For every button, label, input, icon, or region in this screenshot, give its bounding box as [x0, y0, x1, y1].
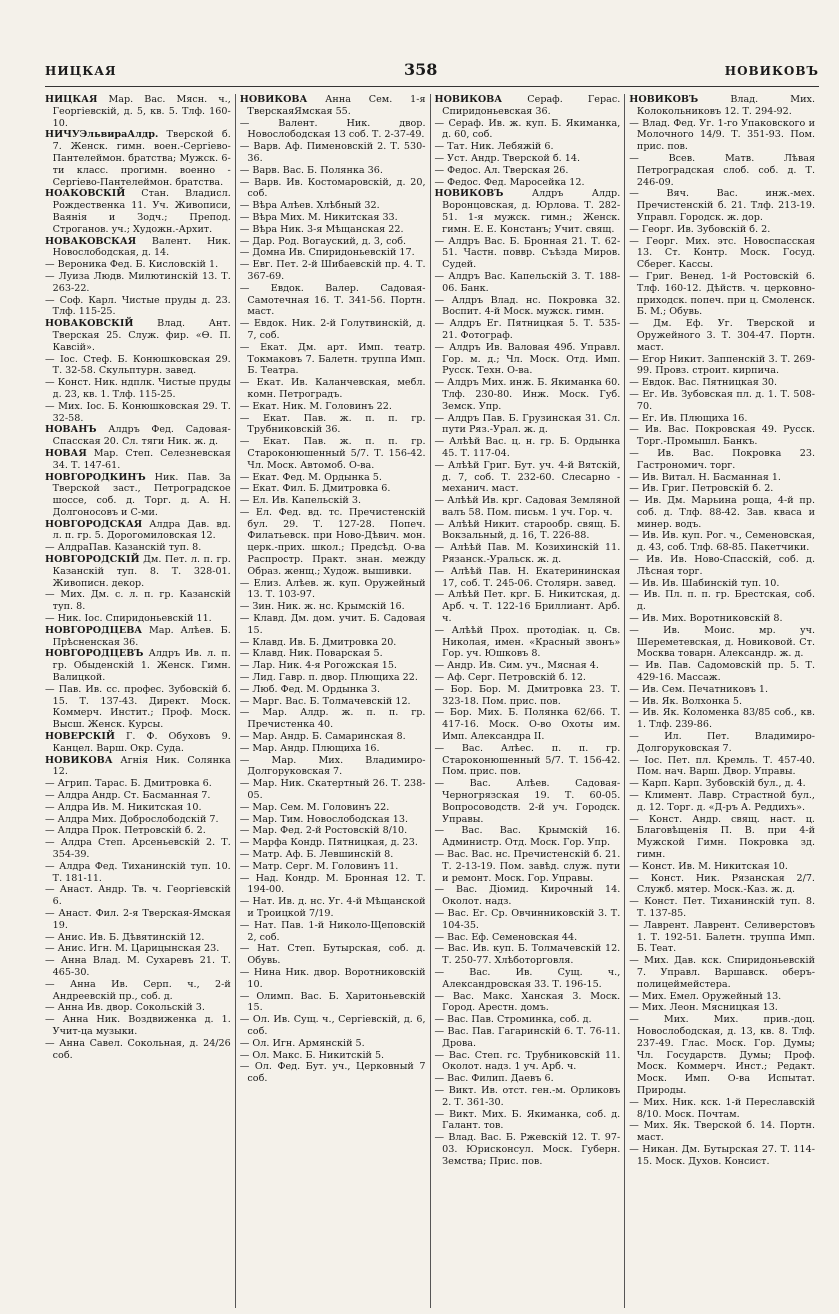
directory-entry: — Алдра Степ. Арсеньевскій 2. Т. 354-39. — [45, 837, 231, 860]
directory-entry: — Нат. Пав. 1-й Николо-Щеповскій 2, соб. — [239, 919, 426, 943]
directory-entry: — Клавд. Ник. Поварская 5. — [239, 648, 383, 660]
directory-entry: — Карп. Карп. Зубовскій бул., д. 4. — [629, 778, 806, 790]
directory-entry: НОВИКОВЪ Влад. Мих. Колокольниковъ 12. Т. 294-92. — [629, 94, 815, 117]
directory-entry: — Ол. Игн. Армянскій 5. — [239, 1037, 365, 1049]
directory-entry: — Вас. Макс. Ханская 3. Моск. Город. Арестн. домъ. — [434, 990, 621, 1014]
directory-entry: — Вас. Вас. Крымскій 16. Администр. Отд. Моск. Гор. Упр. — [434, 825, 621, 849]
directory-entry: — Алдръ Вас. Капельскій 3. Т. 188-06. Банк. — [434, 270, 621, 294]
directory-entry: — АлдраПав. Казанскій туп. 8. — [45, 542, 202, 554]
header-left-word: НИЦКАЯ — [45, 64, 117, 78]
directory-entry: — Мар. Алдр. ж. п. п. гр. Пречистенка 40. — [239, 707, 426, 731]
directory-entry: — Алѣѣй Ив. крг. Садовая Земляной валъ 58. Пом. письм. 1 уч. Гор. ч. — [434, 495, 621, 518]
directory-entry: — Вѣра Ник. 3-я Мѣщанская 22. — [239, 223, 404, 235]
directory-entry: — Евг. Пет. 2-й Шибаевскій пр. 4. Т. 367-69. — [239, 259, 426, 282]
directory-entry: — Алдра Андр. Ст. Басманная 7. — [45, 790, 211, 802]
directory-entry: — Ив. Пав. Садомовскій пр. 5. Т. 429-16. Массаж. — [629, 660, 815, 684]
directory-entry: — Вас. Діомид. Кирочный 14. Околот. надз. — [434, 884, 621, 908]
directory-entry: — Мих. Леон. Мясницкая 13. — [629, 1002, 778, 1014]
directory-entry: — Бор. Бор. М. Дмитровка 23. Т. 323-18. Пом. прис. пов. — [434, 683, 621, 707]
directory-entry: — Олимп. Вас. Б. Харитоньевскій 15. — [239, 990, 426, 1014]
directory-entry: — Евдок. Вас. Пятницкая 30. — [629, 377, 778, 389]
directory-entry: — Варв. Ив. Костомаровскій, д. 20, соб. — [239, 176, 426, 200]
directory-entry: — Дар. Род. Вогауский, д. 3, соб. — [239, 235, 407, 247]
directory-entry: — Валент. Ник. двор. Новослободская 13 соб. Т. 2-37-49. — [239, 117, 426, 141]
directory-entry: — Клавд. Ив. Б. Дмитровка 20. — [239, 636, 397, 648]
column-3 — [430, 94, 625, 1308]
directory-entry: — Мих. Емел. Оружейный 13. — [629, 990, 782, 1002]
directory-entry: — Алдръ Ив. Валовая 49б. Управл. Гор. м. д.; Чл. Моск. Отд. Имп. Русск. Техн. О-ва. — [434, 341, 621, 377]
directory-entry: — Вас. Филип. Даевъ 6. — [434, 1073, 554, 1085]
directory-entry: — Алѣѣй Пав. М. Козихинскій 11. Рязанск.-Уральск. ж. д. — [434, 542, 621, 566]
directory-entry: — Ив. Як. Коломенка 83/85 соб., кв. 1. Тлф. 239-86. — [629, 707, 815, 731]
directory-entry: — Андр. Ив. Сим. уч., Мясная 4. — [434, 660, 599, 672]
directory-entry: — Зин. Ник. ж. нс. Крымскій 16. — [239, 601, 405, 613]
directory-entry: — Мих. Дм. с. л. п. гр. Казанскій туп. 8. — [45, 589, 231, 613]
directory-entry: — Ив. Сем. Печатниковъ 1. — [629, 683, 769, 695]
directory-entry: — Климент. Лавр. Страстной бул., д. 12. Торг. д. «Д-ръ А. Реддихъ». — [629, 790, 815, 813]
directory-entry: — Анис. Ив. Б. Дѣвятинскій 12. — [45, 931, 205, 943]
directory-entry: — Ол. Макс. Б. Никитскій 5. — [239, 1049, 385, 1061]
directory-entry: — Анна Ив. Серп. ч., 2-й Андреевскій пр., соб. д. — [45, 978, 231, 1002]
directory-entry: НИЦКАЯ Мар. Вас. Мясн. ч., Георгіевскій, д. 5, кв. 5. Тлф. 160-10. — [45, 94, 231, 129]
directory-entry: — Мар. Ник. Скатертный 26. Т. 238-05. — [239, 778, 426, 802]
directory-entry: — Влад. Вас. Б. Ржевскій 12. Т. 97-03. Юрисконсул. Моск. Губерн. Земства; Прис. пов. — [434, 1132, 621, 1167]
directory-entry: НОВИКОВА Анна Сем. 1-я ТверскаяЯмская 55. — [239, 94, 426, 117]
directory-entry: — Егор Никит. Заппенскій 3. Т. 269-99. Провз. строит. кирпича. — [629, 353, 815, 377]
directory-entry: — Алдра Ив. М. Никитская 10. — [45, 801, 202, 813]
directory-entry: — Ив. Дм. Марьина роща, 4-й пр. соб. д. Тлф. 88-42. Зав. кваса и минер. водъ. — [629, 495, 815, 530]
directory-entry: — Варв. Вас. Б. Полянка 36. — [239, 164, 383, 176]
directory-entry: — Викт. Мих. Б. Якиманка, соб. д. Галант. тов. — [434, 1108, 621, 1132]
directory-entry: — Мар. Тим. Новослободская 13. — [239, 813, 409, 825]
directory-entry: — Мих. Як. Тверской б. 14. Портн. маст. — [629, 1120, 815, 1144]
directory-entry: — Федос. Ал. Тверская 26. — [434, 164, 569, 176]
column-4 — [624, 94, 819, 1308]
directory-entry: — Вас. Ив. Сущ. ч., Александровская 33. Т. 196-15. — [434, 966, 621, 990]
directory-entry: — Ол. Ив. Сущ. ч., Сергіевскій, д. 6, соб. — [239, 1014, 426, 1037]
directory-entry: НОВГОРОДЦЕВЪ Алдръ Ив. л. п. гр. Обыденскій 1. Женск. Гимн. Валицкой. — [45, 648, 231, 684]
directory-entry: — Вероника Фед. Б. Кисловскій 1. — [45, 259, 219, 271]
directory-entry: — Луиза Людв. Милютинскій 13. Т. 263-22. — [45, 270, 231, 294]
directory-entry: НОВЕРСКІЙ Г. Ф. Обуховъ 9. Канцел. Варш. Окр. Суда. — [45, 731, 231, 754]
directory-entry: — Алѣѣй Пав. Н. Екатерининская 17, соб. Т. 245-06. Столярн. завед. — [434, 565, 621, 589]
directory-entry: — Алѣѣй Прох. протодіак. ц. Св. Николая, имен. «Красный звонъ» Гор. уч. Юшковъ 8. — [434, 624, 621, 660]
directory-entry: — Екат. Дм. арт. Имп. театр. Токмаковъ 7. Балетн. труппа Имп. Б. Театра. — [239, 341, 426, 377]
directory-entry: — Домна Ив. Спиридоньевскій 17. — [239, 247, 415, 259]
page-header — [45, 60, 819, 82]
directory-entry: — Екат. Ник. М. Головинъ 22. — [239, 400, 392, 412]
directory-entry: — Георг. Ив. Зубовскій б. 2. — [629, 223, 771, 235]
directory-entry: — Вяч. Вас. инж.-мех. Пречистенскій б. 21. Тлф. 213-19. Управл. Городск. ж. дор. — [629, 188, 815, 223]
directory-entry: — Марг. Вас. Б. Толмачевскій 12. — [239, 695, 411, 707]
directory-entry: — Анна Ив. двор. Сокольскій 3. — [45, 1002, 205, 1014]
header-rule — [45, 86, 819, 87]
directory-entry: — Нат. Степ. Бутырская, соб. д. Обувь. — [239, 943, 426, 967]
directory-entry: — Уст. Андр. Тверской б. 14. — [434, 152, 581, 164]
directory-entry: — Алдра Прок. Петровскій б. 2. — [45, 825, 206, 837]
directory-entry: — Ив. Як. Волхонка 5. — [629, 695, 743, 707]
page-number: 358 — [403, 60, 438, 79]
directory-entry: — Іос. Пет. пл. Кремль. Т. 457-40. Пом. нач. Варш. Двор. Управы. — [629, 754, 815, 778]
directory-entry: — Матр. Аф. Б. Левшинскій 8. — [239, 849, 394, 860]
directory-entry: — Сераф. Ив. ж. куп. Б. Якиманка, д. 60, соб. — [434, 117, 621, 141]
directory-entry: — Вас. Пав. Гагаринскій 6. Т. 76-11. Дрова. — [434, 1025, 621, 1049]
directory-entry: — Алѣѣй Григ. Бут. уч. 4-й Вятскій, д. 7, соб. Т. 232-60. Слесарно - механич. маст. — [434, 459, 621, 495]
directory-entry: — Аф. Серг. Петровскій б. 12. — [434, 672, 586, 684]
directory-entry: — Екат. Пав. ж. п. п. гр. Староконюшенный 5/7. Т. 156-42. Чл. Моск. Автомоб. О-ва. — [239, 436, 426, 471]
directory-entry: — Анна Влад. М. Сухаревъ 21. Т. 465-30. — [45, 955, 231, 978]
directory-entry: — Алѣѣй Пет. крг. Б. Никитская, д. Арб. ч. Т. 122-16 Бриллиант. Арб. ч. — [434, 589, 621, 625]
directory-entry: НИЧУЭльвираАлдр. Тверской б. 7. Женск. гимн. воен.-Сергіево-Пантелеймон. братства; Мужск. 6-ти класс. прогимн. военно - Сергіево-Пантелеймон. братства. — [45, 129, 231, 188]
directory-entry: — Матр. Серг. М. Головинъ 11. — [239, 860, 399, 872]
directory-entry: — Алдръ Влад. нс. Покровка 32. Воспит. 4-й Моск. мужск. гимн. — [434, 294, 621, 318]
directory-entry: — Григ. Венед. 1-й Ростовскій 6. Тлф. 160-12. Дѣйств. ч. церковно-приходск. попеч. при ц. Смоленск. Б. М.; Обувь. — [629, 270, 815, 318]
directory-entry: — Іос. Стеф. Б. Конюшковская 29. Т. 32-58. Скульптурн. завед. — [45, 353, 231, 377]
directory-entry: НОВИКОВА Сераф. Герас. Спиридоньевская 36. — [434, 94, 621, 117]
directory-entry: — Люб. Фед. М. Ордынка 3. — [239, 683, 381, 695]
directory-entry: — Евдок. Ник. 2-й Голутвинскій, д. 7, соб. — [239, 318, 426, 341]
directory-entry: — Алдръ Ег. Пятницкая 5. Т. 535-21. Фотограф. — [434, 318, 621, 341]
directory-entry: — Ив. Пл. п. п. гр. Брестская, соб. д. — [629, 589, 815, 613]
directory-entry: — Конст. Ник. ндплк. Чистые пруды д. 23, кв. 1. Тлф. 115-25. — [45, 377, 231, 400]
directory-entry: — Конст. Андр. свящ. наст. ц. Благовѣщенія П. В. при 4-й Мужской Гимн. Покровка зд. гимн. — [629, 813, 815, 860]
directory-entry: — Ив. Вас. Покровская 49. Русск. Торг.-Промышл. Банкъ. — [629, 424, 815, 448]
directory-entry: — Конст. Ник. Рязанская 2/7. Служб. мятер. Моск.-Каз. ж. д. — [629, 872, 815, 896]
directory-entry: — Алдра Мих. Доброслободскій 7. — [45, 813, 219, 825]
directory-entry: НОВАКОВСКІЙ Влад. Ант. Тверская 25. Служ. фир. «Ө. П. Кавсій». — [45, 318, 231, 353]
directory-entry: — Екат. Пав. ж. п. п. гр. Трубниковскій 36. — [239, 412, 426, 436]
directory-entry: НОВГОРОДЦЕВА Мар. Алѣев. Б. Прѣсненская 36. — [45, 624, 231, 648]
directory-entry: — Ив. Григ. Петровскій б. 2. — [629, 483, 774, 495]
directory-entry: — Георг. Мих. этс. Новоспасская 13. Ст. Контр. Моск. Госуд. Сберег. Кассы. — [629, 235, 815, 271]
directory-entry: НОВГОРОДСКІЙ Дм. Пет. л. п. гр. Казанскій туп. 8. Т. 328-01. Живописн. декор. — [45, 554, 231, 589]
directory-entry: — Соф. Карл. Чистые пруды д. 23. Тлф. 115-25. — [45, 294, 231, 318]
directory-entry: НОВГОРОДСКАЯ Алдра Дав. вд. л. п. гр. 5. Дорогомиловская 12. — [45, 518, 231, 542]
directory-entry: — Анаст. Андр. Тв. ч. Георгіевскій 6. — [45, 884, 231, 908]
directory-entry: — Екат. Ив. Каланчевская, мебл. комн. Петроградъ. — [239, 377, 426, 400]
directory-entry: — Екат. Фил. Б. Дмитровка 6. — [239, 483, 391, 495]
directory-entry: — Лид. Гавр. п. двор. Плющиха 22. — [239, 672, 418, 684]
directory-entry: — Всев. Матв. Лѣвая Петроградская слоб. соб. д. Т. 246-09. — [629, 152, 815, 188]
directory-entry: — Нина Ник. двор. Воротниковскій 10. — [239, 966, 426, 990]
directory-entry: — Алѣѣй Никит. старообр. свящ. Б. Вокзальный, д. 16, Т. 226-88. — [434, 518, 621, 542]
directory-entry: — Ив. Мих. Воротниковскій 8. — [629, 613, 783, 625]
directory-entry: — Анна Ник. Воздвиженка д. 1. Учит-ца музыки. — [45, 1014, 231, 1037]
directory-entry: — Викт. Ив. отст. ген.-м. Орликовъ 2. Т. 361-30. — [434, 1084, 621, 1108]
directory-entry: — Ил. Пет. Владимиро-Долгоруковская 7. — [629, 731, 815, 754]
directory-entry: — Марфа Кондр. Пятницкая, д. 23. — [239, 837, 418, 849]
directory-entry: — Над. Кондр. М. Бронная 12. Т. 194-00. — [239, 872, 426, 896]
directory-entry: — Вас. Вас. нс. Пречистенскій б. 21. Т. 2-13-19. Пом. завѣд. служ. пути и ремонт. Моск. Гор. Управы. — [434, 849, 621, 884]
directory-entry: — Ив. Ив. Шабинскій туп. 10. — [629, 577, 780, 589]
directory-entry: — Елиз. Алѣев. ж. куп. Оружейный 13. Т. 103-97. — [239, 577, 426, 601]
directory-entry: — Ел. Фед. вд. тс. Пречистенскій бул. 29. Т. 127-28. Попеч. Филатьевск. при Ново-Дѣвич. мон. церк.-прих. школ.; Предсѣд. О-ва Распростр. Практ. знан. между Образ. женщ.; Худож. вышивки. — [239, 506, 426, 577]
directory-entry: — Мих. Ник. кск. 1-й Переславскій 8/10. Моск. Почтам. — [629, 1096, 815, 1120]
column-2 — [235, 94, 430, 1308]
directory-entry: — Бор. Мих. Б. Полянка 62/66. Т. 417-16. Моск. О-во Охоты им. Имп. Александра II. — [434, 707, 621, 743]
directory-entry: — Клавд. Дм. дом. учит. Б. Садовая 15. — [239, 613, 426, 636]
directory-entry: — Вас. Алѣев. Садовая-Черногрязская 19. Т. 60-05. Вопросоводств. 2-й уч. Городск. Управы. — [434, 778, 621, 825]
directory-entry: — Вас. Алѣес. п. п. гр. Староконюшенный 5/7. Т. 156-42. Пом. прис. пов. — [434, 742, 621, 778]
directory-entry: — Вас. Пав. Строминка, соб. д. — [434, 1014, 592, 1026]
directory-entry: — Алдра Фед. Тиханинскій туп. 10. Т. 181-11. — [45, 860, 231, 884]
directory-entry: — Лар. Ник. 4-я Рогожская 15. — [239, 660, 397, 672]
directory-entry: НОВИКОВА Агнія Ник. Солянка 12. — [45, 754, 231, 778]
directory-entry: — Вас. Ив. куп. Б. Толмачевскій 12. Т. 250-77. Хлѣботорговля. — [434, 943, 621, 967]
directory-entry: — Ив. Ив. куп. Рог. ч., Семеновская, д. 43, соб. Тлф. 68-85. Пакетчики. — [629, 530, 815, 554]
directory-entry: — Конст. Ив. М. Никитская 10. — [629, 860, 788, 872]
directory-entry: — Мих. Іос. Б. Конюшковская 29. Т. 32-58. — [45, 400, 231, 424]
directory-entry: НОВАКОВСКАЯ Валент. Ник. Новослободская, д. 14. — [45, 235, 231, 259]
directory-entry: — Ив. Моис. мр. уч. Шереметевская, д. Новиковой. Ст. Москва товарн. Александр. ж. д. — [629, 624, 815, 660]
directory-entry: — Мих. Дав. кск. Спиридоньевскій 7. Управл. Варшавск. оберъ-полицеймейстера. — [629, 955, 815, 990]
directory-entry: НОВГОРОДКИНЪ Ник. Пав. За Тверской заст., Петроградское шоссе, соб. д. Торг. д. А. Н. Долгоносовъ и С-ми. — [45, 471, 231, 518]
directory-entry: — Влад. Фед. Уг. 1-го Упаковского и Молочного 14/9. Т. 351-93. Пом. прис. пов. — [629, 117, 815, 153]
directory-entry: — Мар. Андр. Б. Самаринская 8. — [239, 731, 406, 743]
directory-entry: — Ол. Фед. Бут. уч., Церковный 7 соб. — [239, 1061, 426, 1085]
directory-entry: — Никан. Дм. Бутырская 27. Т. 114-15. Моск. Духов. Консист. — [629, 1143, 815, 1167]
directory-entry: — Анис. Игн. М. Царицынская 23. — [45, 943, 220, 955]
directory-entry: — Алдръ Мих. инж. Б. Якиманка 60. Тлф. 230-80. Инж. Моск. Губ. Земск. Упр. — [434, 377, 621, 412]
directory-entry: — Тат. Ник. Лебяжій 6. — [434, 141, 554, 153]
columns-container — [45, 94, 819, 1308]
directory-entry: — Мар. Андр. Плющиха 16. — [239, 742, 380, 754]
directory-entry: — Варв. Аф. Пименовскій 2. Т. 530-36. — [239, 141, 426, 164]
directory-entry: — Ив. Вас. Покровка 23. Гастрономич. торг. — [629, 447, 815, 471]
directory-entry: — Алѣѣй Вас. ц. н. гр. Б. Ордынка 45. Т. 117-04. — [434, 436, 621, 459]
directory-entry: — Алдръ Пав. Б. Грузинская 31. Сл. пути Ряз.-Урал. ж. д. — [434, 412, 621, 436]
directory-entry: НОАКОВСКІЙ Стан. Владисл. Рождественка 11. Уч. Живописи, Ваянія и Зодч.; Препод. Строганов. уч.; Художн.-Архит. — [45, 188, 231, 235]
directory-entry: НОВИКОВЪ Алдръ Алдр. Воронцовская, д. Юрлова. Т. 282-51. 1-я мужск. гимн.; Женск. гимн. Е. Е. Констанъ; Учит. свящ. — [434, 188, 621, 235]
directory-entry: — Ив. Ив. Ново-Спасскій, соб. д. Лѣсная торг. — [629, 554, 815, 577]
column-1 — [45, 94, 235, 1308]
directory-entry: — Лаврент. Лаврент. Селиверстовъ 1. Т. 192-51. Балетн. труппа Имп. Б. Теат. — [629, 919, 815, 955]
header-right-word: НОВИКОВЪ — [724, 64, 819, 78]
directory-entry: — Вѣра Мих. М. Никитская 33. — [239, 211, 398, 223]
directory-entry: — Алдръ Вас. Б. Бронная 21. Т. 62-51. Частн. поввр. Съѣзда Миров. Судей. — [434, 235, 621, 271]
directory-entry: — Екат. Фед. М. Ордынка 5. — [239, 471, 382, 483]
directory-entry: — Вас. Степ. гс. Трубниковскій 11. Околот. надз. 1 уч. Арб. ч. — [434, 1049, 621, 1073]
directory-entry: — Вас. Еф. Семеновская 44. — [434, 931, 578, 943]
directory-entry: — Нат. Ив. д. нс. Уг. 4-й Мѣщанской и Троицкой 7/19. — [239, 896, 426, 919]
directory-entry: — Вас. Ег. Ср. Овчинниковскій 3. Т. 104-35. — [434, 907, 621, 931]
directory-entry: — Анна Савел. Сокольная, д. 24/26 соб. — [45, 1037, 231, 1061]
directory-entry: НОВАЯ Мар. Степ. Селезневская 34. Т. 147-61. — [45, 447, 231, 471]
directory-entry: — Анаст. Фил. 2-я Тверская-Ямская 19. — [45, 907, 231, 931]
directory-entry: — Ив. Витал. Н. Басманная 1. — [629, 471, 781, 483]
directory-entry: — Евдок. Валер. Садовая-Самотечная 16. Т. 341-56. Портн. маст. — [239, 282, 426, 318]
directory-entry: — Мар. Сем. М. Головинъ 22. — [239, 801, 390, 813]
directory-entry: — Мар. Фед. 2-й Ростовскій 8/10. — [239, 825, 408, 837]
directory-entry: — Дм. Еф. Уг. Тверской и Оружейного 3. Т. 304-47. Портн. маст. — [629, 318, 815, 353]
directory-entry: — Пав. Ив. сс. профес. Зубовскій б. 15. Т. 137-43. Директ. Моск. Коммерч. Инстит.; Проф. Моск. Высш. Женск. Курсы. — [45, 683, 231, 731]
directory-entry: — Федос. Фед. Маросейка 12. — [434, 176, 585, 188]
directory-entry: — Вѣра Алѣев. Хлѣбный 32. — [239, 200, 380, 212]
directory-entry: — Ег. Ив. Плющиха 16. — [629, 412, 748, 424]
directory-entry: — Агрип. Тарас. Б. Дмитровка 6. — [45, 778, 212, 790]
directory-entry: — Ник. Іос. Спиридоньевскій 11. — [45, 613, 212, 625]
directory-entry: — Конст. Пет. Тиханинскій туп. 8. Т. 137-85. — [629, 896, 815, 919]
directory-entry: НОВАНЪ Алдръ Фед. Садовая-Спасская 20. Сл. тяги Ник. ж. д. — [45, 424, 231, 448]
directory-entry: — Ел. Ив. Капельскій 3. — [239, 495, 362, 507]
directory-entry: — Мар. Мих. Владимиро-Долгоруковская 7. — [239, 754, 426, 778]
directory-entry: — Мих. Мих. прив.-доц. Новослободская, д. 13, кв. 8. Тлф. 237-49. Глас. Моск. Гор. Думы; Чл. Государств. Думы; Проф. Моск. Коммерч. Инст.; Редакт. Моск. Имп. О-ва Испытат. Природы. — [629, 1014, 815, 1096]
directory-entry: — Ег. Ив. Зубовская пл. д. 1. Т. 508-70. — [629, 388, 815, 412]
